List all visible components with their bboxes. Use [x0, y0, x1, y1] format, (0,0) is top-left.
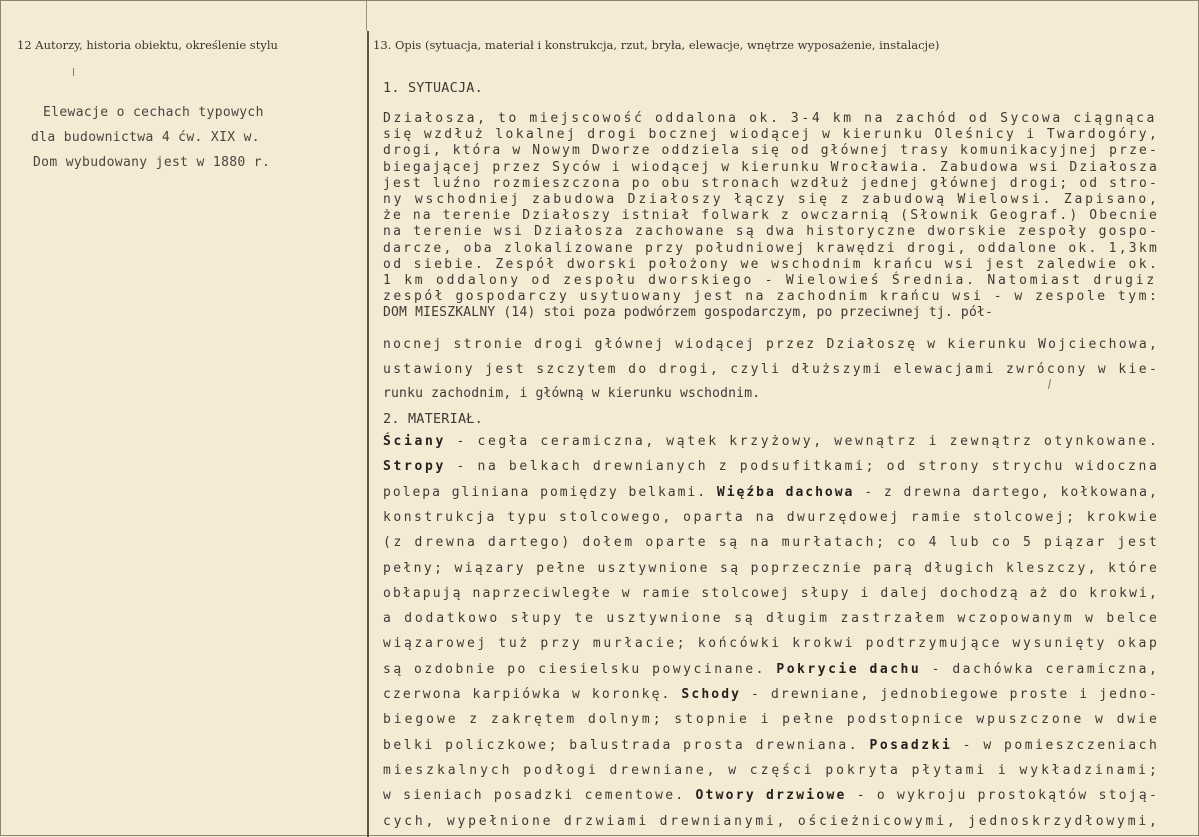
term-label: Ściany: [383, 434, 446, 449]
text-line: ustawiony jest szczytem do drogi, czyli dłuższymi elewacjami zwrócony w kie-: [383, 361, 1160, 377]
pen-mark: [73, 68, 74, 76]
left-column: [1, 1, 367, 835]
header-authors: 12 Autorzy, historia obiektu, określenie stylu: [17, 38, 278, 52]
text-line: [383, 611, 1160, 626]
text-span: pełny; wiązary pełne usztywnione są poprzecznie parą długich kleszczy, które: [383, 560, 1160, 576]
text-line: zespół gospodarczy usytuowany jest na zachodnim krańcu wsi - w zespole tym:: [383, 289, 1160, 305]
term-label: Schody: [681, 687, 742, 702]
style-line: Elewacje o cechach typowych: [43, 105, 264, 120]
text-line: ny wschodniej zabudowa Działoszy łączy się z zabudową Wielowsi. Zapisano,: [383, 192, 1160, 207]
text-span: obłapują naprzeciwległe w ramie stolcowej słupy i dalej dochodzą aż do krokwi,: [383, 585, 1159, 601]
term-label: Więźba dachowa: [716, 484, 855, 500]
text-span: (z drewna dartego) dołem oparte są na murłatach; co 4 lub co 5 piązar jest: [383, 535, 1160, 551]
text-line: [383, 712, 1160, 727]
text-span: - dachówka ceramiczna,: [921, 661, 1160, 677]
text-span: są ozdobnie po ciesielsku powycinane.: [383, 661, 777, 677]
text-span: cych, wypełnione drzwiami drewnianymi, ościeżnicowymi, jednoskrzydłowymi,: [383, 813, 1160, 829]
text-span: a dodatkowo słupy te usztywnione są długim zastrzałem wczopowanym w belce: [383, 611, 1160, 627]
text-line: [383, 510, 1159, 525]
text-span: polepa gliniana pomiędzy belkami.: [383, 484, 717, 500]
text-line: [383, 485, 1159, 500]
text-span: - na belkach drewnianych z podsufitkami; od strony strychu widoczna: [445, 459, 1160, 475]
text-span: - o wykroju prostokątów stoją-: [846, 788, 1160, 804]
text-line: biegającej przez Syców i wiodącej w kierunku Wrocławia. Zabudowa wsi Działosza: [383, 159, 1159, 175]
text-line: 1 km oddalony od zespołu dworskiego - Wielowieś Średnia. Natomiast drugiz: [383, 273, 1157, 288]
term-label: Stropy: [383, 459, 446, 475]
text-line: [383, 434, 1159, 449]
text-line: [383, 535, 1159, 550]
text-line: [383, 738, 1159, 753]
term-label: Otwory drzwiowe: [695, 788, 847, 804]
text-line: [383, 636, 1159, 651]
text-line: [383, 763, 1160, 778]
text-span: - z drewna dartego, kołkowana,: [854, 484, 1159, 500]
text-line: [383, 662, 1159, 677]
text-span: mieszkalnych podłogi drewniane, w części pokryta płytami i wykładzinami;: [383, 762, 1160, 778]
text-line: darcze, oba zlokalizowane przy południowej krawędzi drogi, oddalone ok. 1,3km: [383, 240, 1160, 256]
text-line: [383, 459, 1159, 474]
text-line: [383, 561, 1159, 576]
text-span: wiązarowej tuż przy murłacie; końcówki krokwi podtrzymujące wysunięty okap: [383, 636, 1160, 652]
pen-mark: [1048, 379, 1051, 389]
term-label: Posadzki: [869, 737, 953, 753]
text-span: - drewniane, jednobiegowe proste i jedno-: [741, 687, 1159, 702]
column-divider-top: [366, 1, 367, 31]
style-line: dla budownictwa 4 ćw. XIX w.: [31, 130, 260, 145]
text-line: od siebie. Zespół dworski położony we wschodnim krańcu wsi jest zaledwie ok.: [383, 256, 1160, 272]
text-line: Działosza, to miejscowość oddalona ok. 3-4 km na zachód od Sycowa ciągnąca: [383, 111, 1157, 126]
text-span: - w pomieszczeniach: [952, 737, 1160, 753]
text-span: w sieniach posadzki cementowe.: [383, 788, 696, 804]
column-divider: [367, 31, 369, 837]
text-line: drogi, która w Nowym Dworze oddziela się od głównej trasy komunikacyjnej prze-: [383, 143, 1159, 159]
section-heading: 1. SYTUACJA.: [383, 80, 483, 96]
term-label: Pokrycie dachu: [776, 661, 922, 677]
header-description: 13. Opis (sytuacja, materiał i konstrukcja, rzut, bryła, elewacje, wnętrze wyposażenie, instalacje): [373, 38, 940, 52]
text-span: konstrukcja typu stolcowego, oparta na dwurzędowej ramie stolcowej; krokwie: [383, 509, 1160, 525]
text-line: że na terenie Działoszy istniał folwark z owczarnią (Słownik Geograf.) Obecnie: [383, 208, 1159, 224]
text-line: [383, 788, 1159, 803]
text-line: [383, 586, 1159, 601]
text-line: jest luźno rozmieszczona po obu stronach wzdłuż jednej głównej drogi; od stro-: [383, 175, 1159, 191]
text-line: na terenie wsi Działosza zachowane są dwa historyczne dworskie zespoły gospo-: [383, 224, 1160, 240]
text-line: się wzdłuż lokalnej drogi bocznej wiodącej w kierunku Oleśnicy i Twardogóry,: [383, 127, 1160, 143]
text-line: [383, 814, 1160, 829]
text-span: belki policzkowe; balustrada prosta drewniana.: [383, 737, 870, 753]
text-line: runku zachodnim, i główną w kierunku wschodnim.: [383, 386, 761, 402]
style-line: Dom wybudowany jest w 1880 r.: [33, 155, 271, 170]
text-line: nocnej stronie drogi głównej wiodącej przez Działoszę w kierunku Wojciechowa,: [383, 337, 1160, 352]
text-line: DOM MIESZKALNY (14) stoi poza podwórzem gospodarczym, po przeciwnej tj. pół-: [383, 305, 994, 321]
text-span: czerwona karpiówka w koronkę.: [383, 687, 682, 702]
section-heading: 2. MATERIAŁ.: [383, 411, 483, 427]
text-span: - cegła ceramiczna, wątek krzyżowy, wewnątrz i zewnątrz otynkowane.: [445, 434, 1160, 449]
text-span: biegowe z zakrętem dolnym; stopnie i pełne podstopnice wpuszczone w dwie: [383, 712, 1160, 728]
text-line: [383, 687, 1159, 702]
style-description: [31, 100, 351, 175]
